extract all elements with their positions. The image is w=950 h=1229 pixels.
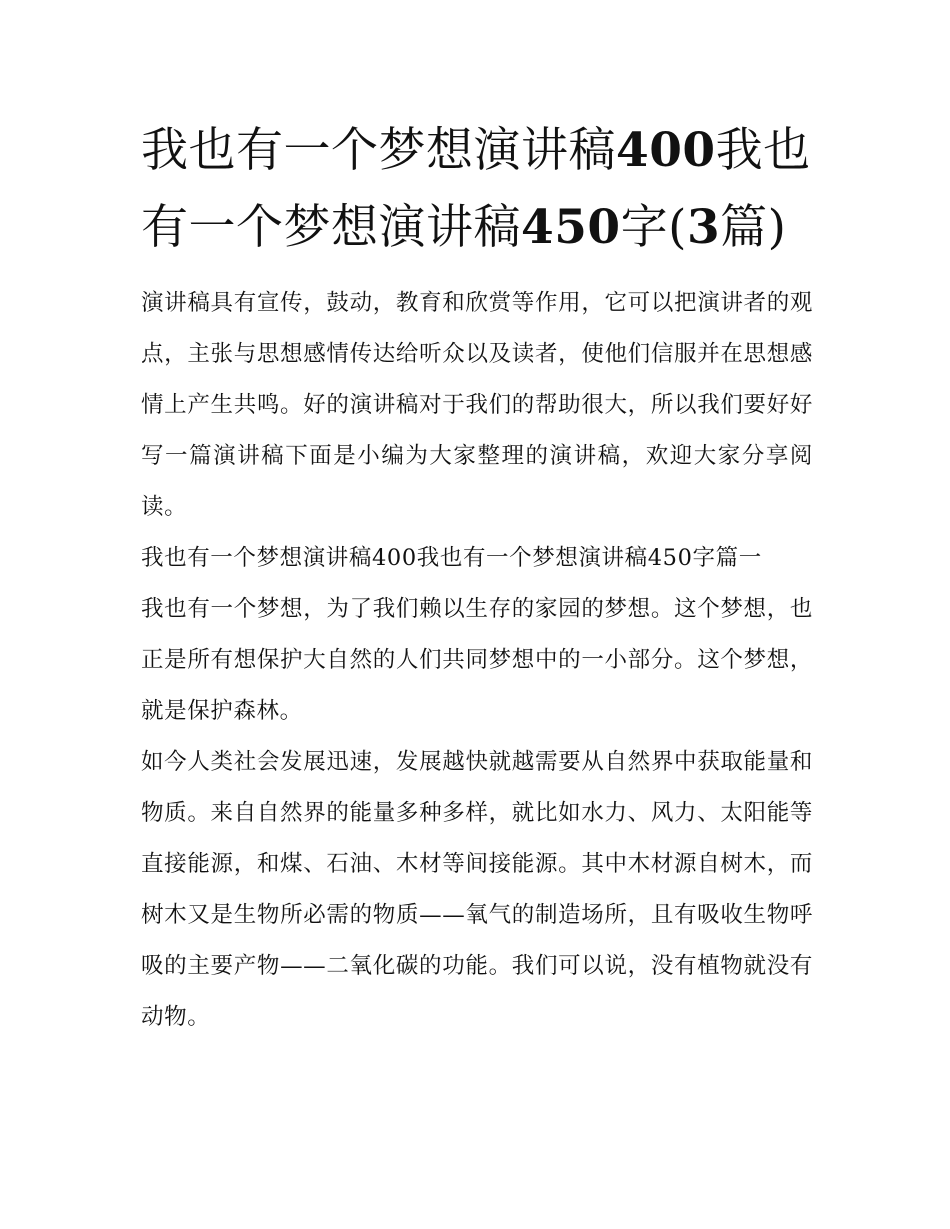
document-title: 我也有一个梦想演讲稿400我也有一个梦想演讲稿450字(3篇) bbox=[141, 123, 811, 255]
document-page bbox=[141, 112, 813, 1043]
intro-paragraph: 演讲稿具有宣传，鼓动，教育和欣赏等作用，它可以把演讲者的观点，主张与思想感情传达给听众以及读者，使他们信服并在思想感情上产生共鸣。好的演讲稿对于我们的帮助很大，所以我们要好好写一篇演讲稿下面是小编为大家整理的演讲稿，欢迎大家分享阅读。 bbox=[141, 290, 813, 520]
body-paragraph-energy: 如今人类社会发展迅速，发展越快就越需要从自然界中获取能量和物质。来自自然界的能量多种多样，就比如水力、风力、太阳能等直接能源，和煤、石油、木材等间接能源。其中木材源自树木，而树木又是生物所必需的物质——氧气的制造场所，且有吸收生物呼吸的主要产物——二氧化碳的功能。我们可以说，没有植物就没有动物。 bbox=[141, 749, 813, 1030]
body-paragraph-dream: 我也有一个梦想，为了我们赖以生存的家园的梦想。这个梦想，也正是所有想保护大自然的人们共同梦想中的一小部分。这个梦想，就是保护森林。 bbox=[141, 596, 813, 724]
section-heading-paragraph: 我也有一个梦想演讲稿400我也有一个梦想演讲稿450字篇一 bbox=[141, 545, 762, 571]
